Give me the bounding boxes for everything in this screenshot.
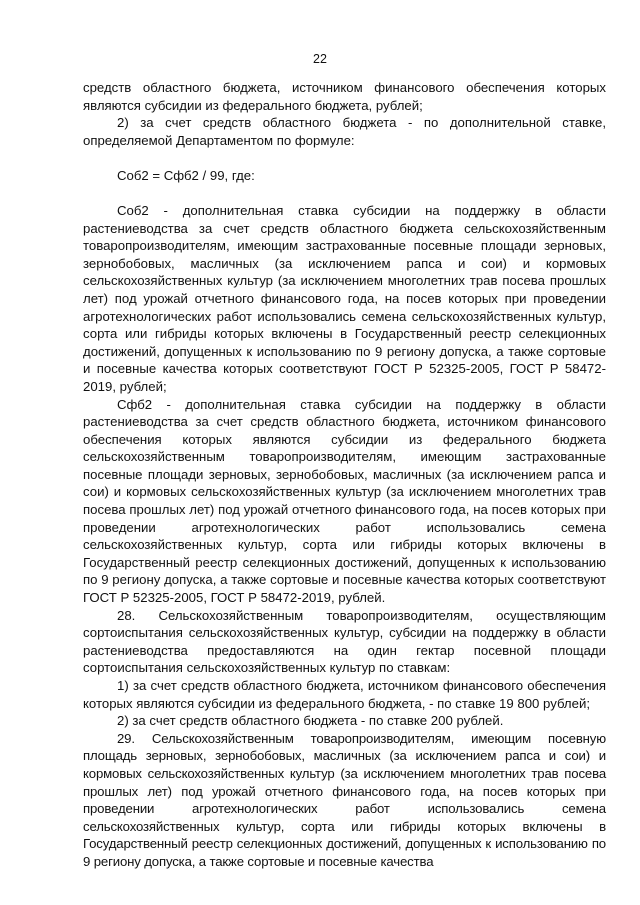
document-body	[83, 79, 606, 871]
formula: Соб2 = Сфб2 / 99, где:	[117, 168, 255, 184]
paragraph-clause-28-item-2: 2) за счет средств областного бюджета - по ставке 200 рублей.	[117, 713, 504, 729]
page-number: 22	[313, 52, 327, 66]
paragraph-clause-28-item-1: 1) за счет средств областного бюджета, источником финансового обеспечения которых являются субсидии из федерального бюджета, - по ставке 19 800 рублей;	[83, 678, 606, 711]
paragraph-sob2-definition: Соб2 - дополнительная ставка субсидии на поддержку в области растениеводства за счет средств областного бюджета сельскохозяйственным товаропроизводителям, имеющим застрахованные посевные площади зерновых, зернобобовых, масличных (за исключением рапса и сои) и кормовых сельскохозяйственных культур (за исключением многолетних трав посева прошлых лет) под урожай отчетного финансового года, на посев которых при проведении агротехнологических работ использовались семена сельскохозяйственных культур, сорта или гибриды которых включены в Государственный реестр селекционных достижений, допущенных к использованию по 9 региону допуска, а также сортовые и посевные качества которых соответствуют ГОСТ Р 52325-2005, ГОСТ Р 58472-2019, рублей;	[83, 202, 606, 394]
paragraph-clause-29: 29. Сельскохозяйственным товаропроизводителям, имеющим посевную площадь зерновых, зернобобовых, масличных (за исключением рапса и сои) и кормовых сельскохозяйственных культур (за исключением многолетних трав посева прошлых лет) под урожай отчетного финансового года, на посев которых при проведении агротехнологических работ использовались семена сельскохозяйственных культур, сорта или гибриды которых включены в Государственный реестр селекционных достижений, допущенных к использованию по 9 региону допуска, а также сортовые и посевные качества	[83, 730, 606, 869]
paragraph-clause-28: 28. Сельскохозяйственным товаропроизводителям, осуществляющим сортоиспытания сельскохозяйственных культур, субсидии на поддержку в области растениеводства предоставляются на один гектар посевной площади сортоиспытания сельскохозяйственных культур по ставкам:	[83, 607, 606, 676]
paragraph-item-2-regional: 2) за счет средств областного бюджета - по дополнительной ставке, определяемой Департаментом по формуле:	[83, 115, 606, 148]
paragraph-sfb2-definition: Сфб2 - дополнительная ставка субсидии на поддержку в области растениеводства за счет средств областного бюджета, источником финансового обеспечения которых являются субсидии из федерального бюджета сельскохозяйственным товаропроизводителям, имеющим застрахованные посевные площади зерновых, зернобобовых, масличных (за исключением рапса и сои) и кормовых сельскохозяйственных культур (за исключением многолетних трав посева прошлых лет) под урожай отчетного финансового года, на посев которых при проведении агротехнологических работ использовались семена сельскохозяйственных культур, сорта или гибриды которых включены в Государственный реестр селекционных достижений, допущенных к использованию по 9 региону допуска, а также сортовые и посевные качества которых соответствуют ГОСТ Р 52325-2005, ГОСТ Р 58472-2019, рублей.	[83, 396, 606, 606]
paragraph-continuation: средств областного бюджета, источником финансового обеспечения которых являются субсидии из федерального бюджета, рублей;	[83, 80, 606, 113]
